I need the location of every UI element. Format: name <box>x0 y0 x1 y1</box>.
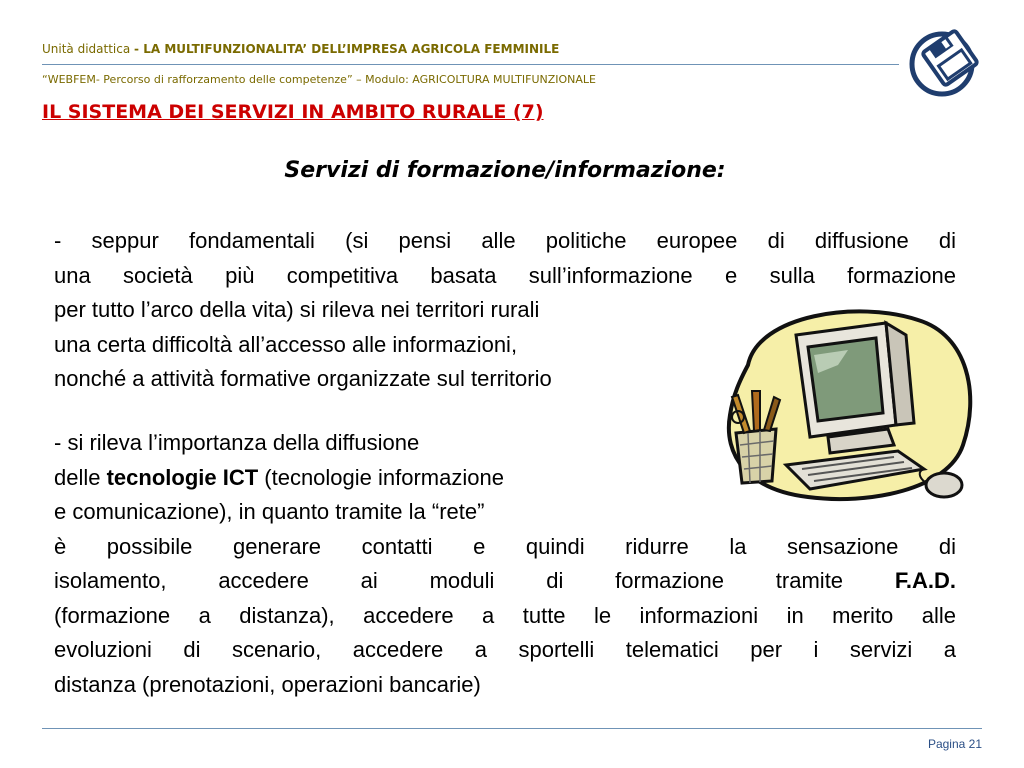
course-title: - LA MULTIFUNZIONALITA’ DELL’IMPRESA AGRICOLA FEMMINILE <box>134 42 560 56</box>
fad-term: F.A.D. <box>894 568 956 593</box>
program-line: “WEBFEM- Percorso di rafforzamento delle competenze” – Modulo: AGRICOLTURA MULTIFUNZIONALE <box>42 73 596 86</box>
unit-label: Unità didattica <box>42 42 131 56</box>
slide-subtitle: Servizi di formazione/informazione: <box>284 158 726 183</box>
para1-line-5: nonché a attività formative organizzate sul territorio <box>54 366 552 391</box>
para1-line-1: - seppur fondamentali (si pensi alle politiche europee di diffusione di <box>54 228 956 253</box>
header-divider <box>42 64 899 65</box>
footer-divider <box>42 728 982 729</box>
para2-line-2-pre: delle <box>54 464 107 490</box>
para2-line-5 <box>54 564 956 599</box>
floppy-disk-icon <box>906 20 984 100</box>
para2-line-7: evoluzioni di scenario, accedere a sportelli telematici per i servizi a <box>54 637 956 662</box>
header-course-line <box>42 42 559 56</box>
para2-line-5-pre: isolamento, accedere ai moduli di formazione tramite <box>54 568 895 593</box>
para2-line-3: e comunicazione), in quanto tramite la “rete” <box>54 499 485 524</box>
para1-line-3: per tutto l’arco della vita) si rileva nei territori rurali <box>54 297 540 322</box>
para2-line-4: è possibile generare contatti e quindi ridurre la sensazione di <box>54 533 956 559</box>
para1-line-2: una società più competitiva basata sull’informazione e sulla formazione <box>54 262 956 288</box>
para2-line-8: distanza (prenotazioni, operazioni bancarie) <box>54 671 481 697</box>
para2-line-2-post: (tecnologie informazione <box>258 464 504 490</box>
page-number: Pagina 21 <box>927 737 982 751</box>
slide-title: IL SISTEMA DEI SERVIZI IN AMBITO RURALE (7) <box>42 101 544 123</box>
para2-line-6: (formazione a distanza), accedere a tutte le informazioni in merito alle <box>54 602 956 628</box>
para2-line-1: - si rileva l’importanza della diffusione <box>54 430 420 455</box>
computer-clipart <box>718 305 974 505</box>
ict-term: tecnologie ICT <box>106 464 259 490</box>
para1-line-4: una certa difficoltà all’accesso alle informazioni, <box>54 331 518 357</box>
